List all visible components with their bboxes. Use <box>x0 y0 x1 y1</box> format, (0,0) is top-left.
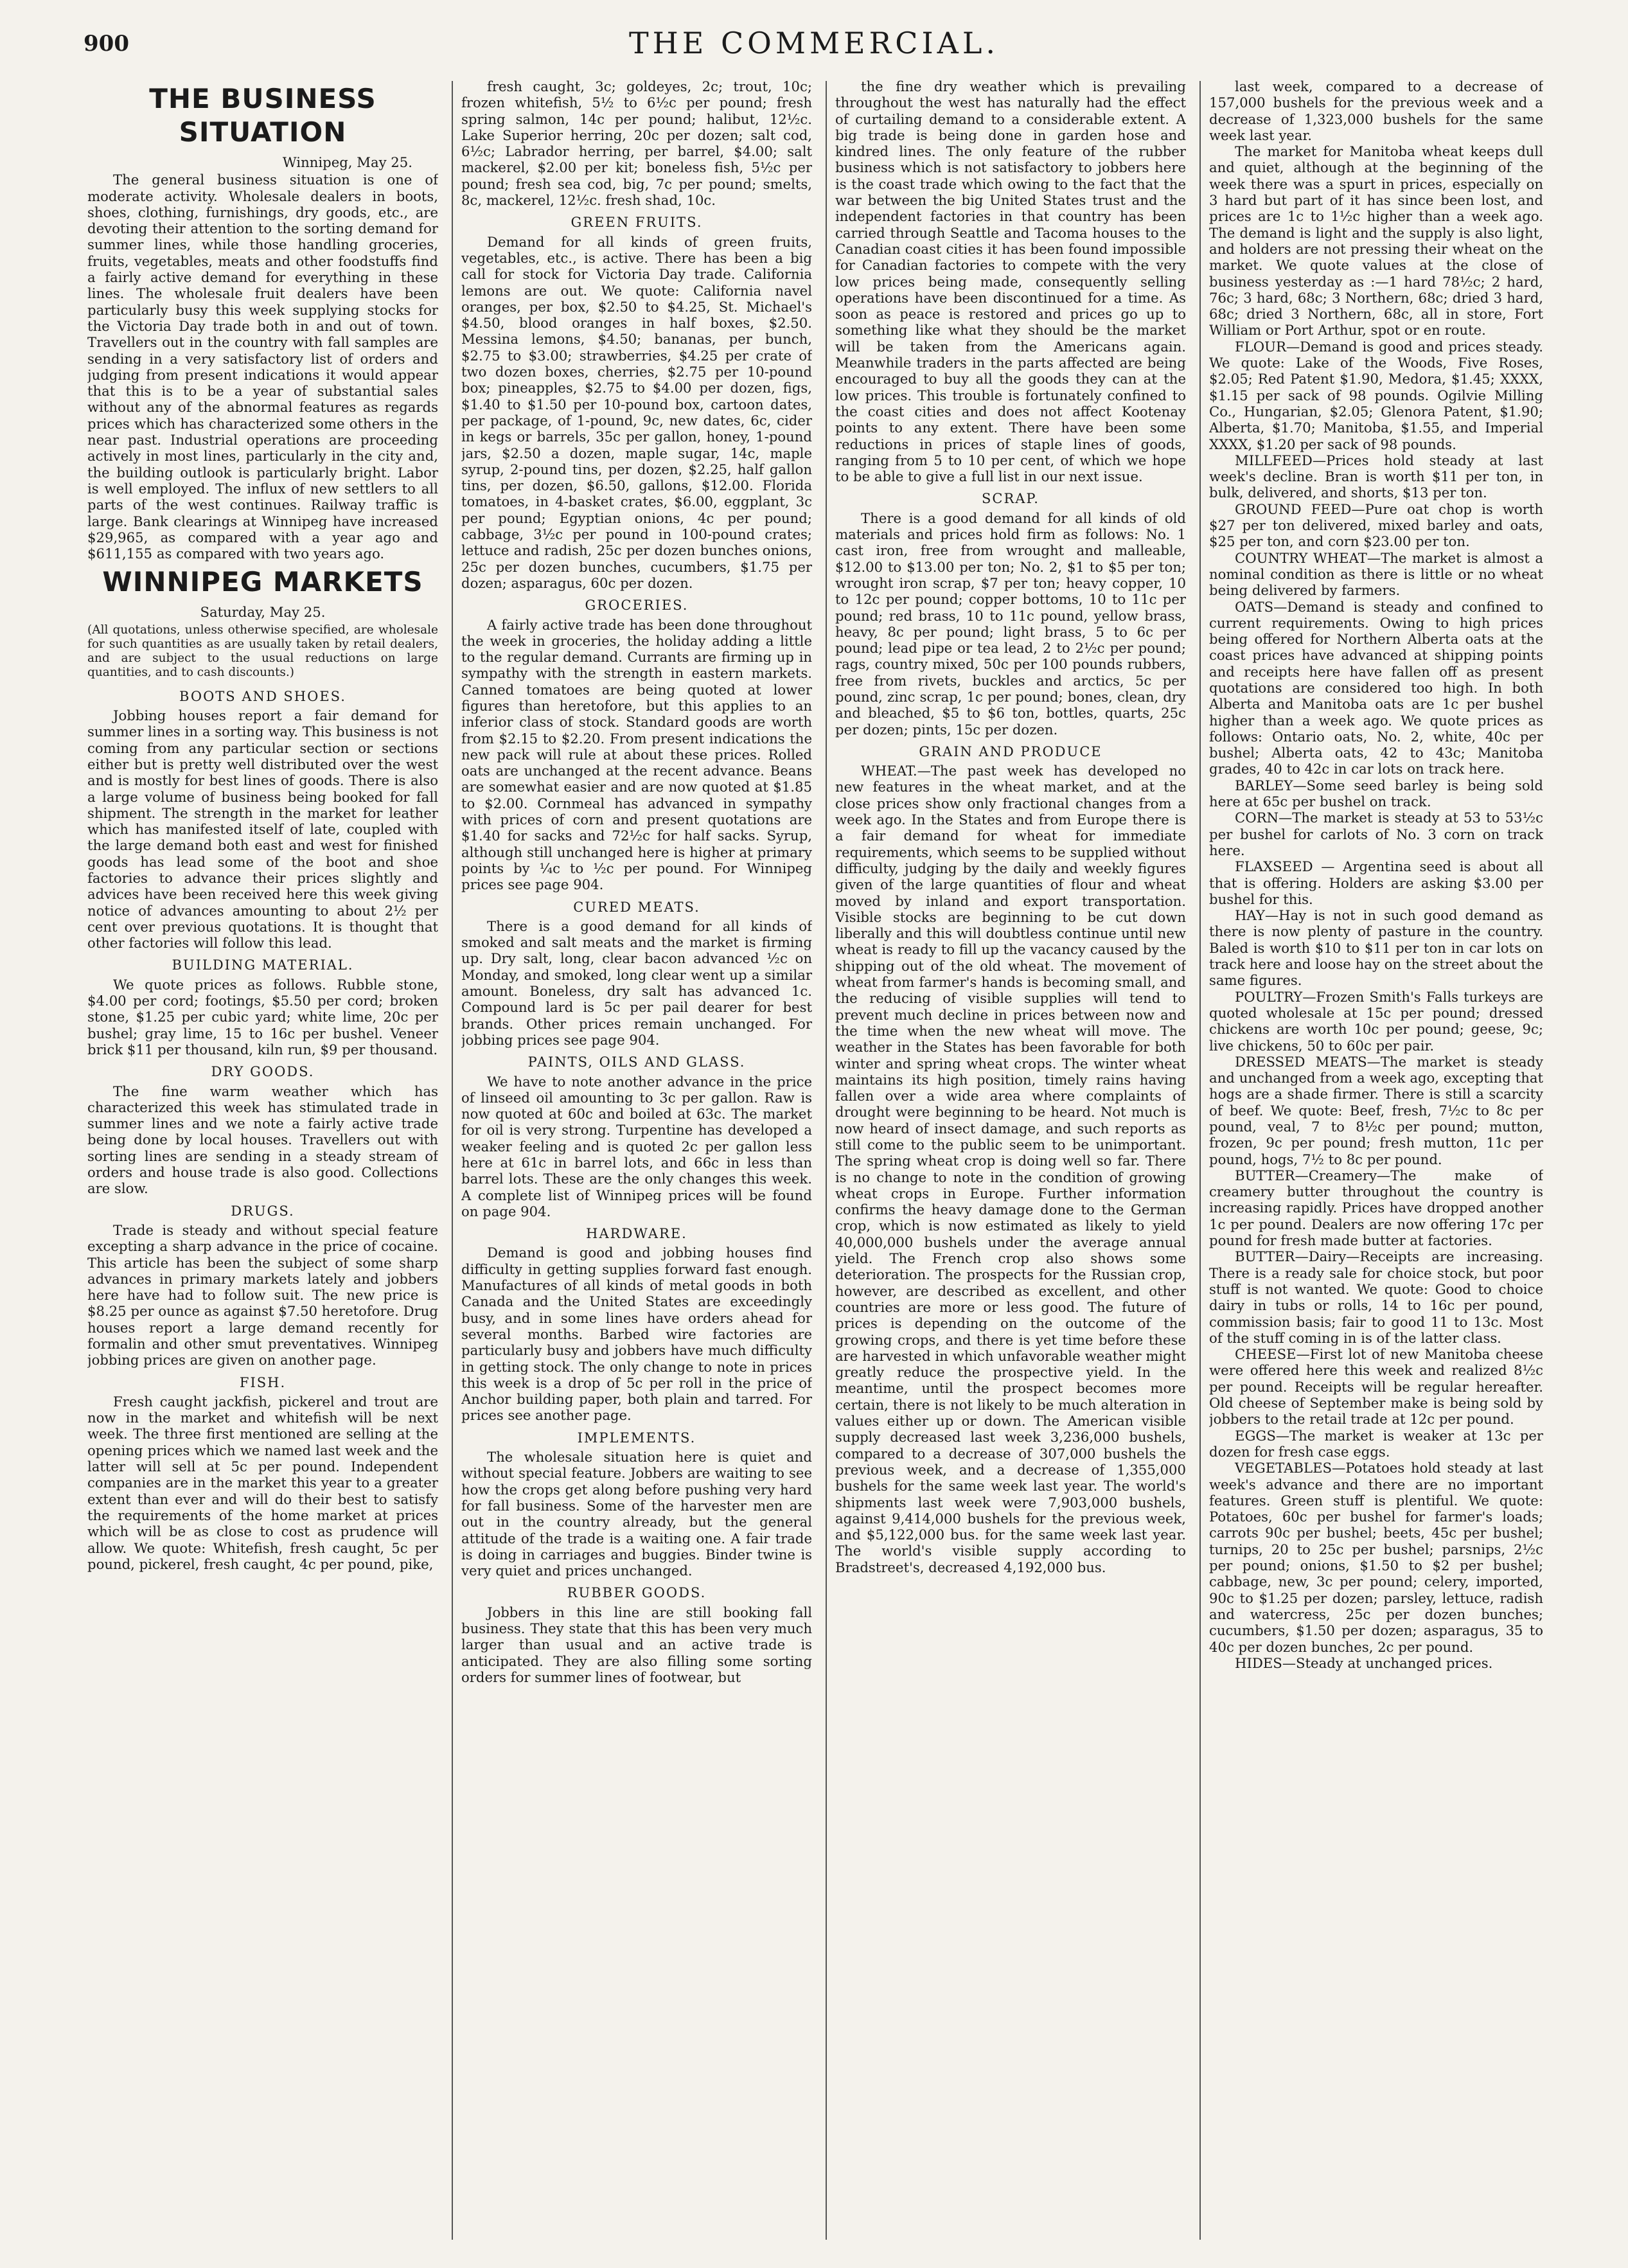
column-3 <box>835 78 1186 2237</box>
dateline: Saturday, May 25. <box>200 604 326 621</box>
article-paragraph: last week, compared to a decrease of 157,000 bushels for the previous week and a decrease of 1,323,000 bushels for the same week last year. <box>1209 78 1543 143</box>
article-paragraph: GROUND FEED—Pure oat chop is worth $27 per ton delivered, mixed barley and oats, $25 per ton, and corn $23.00 per ton. <box>1209 501 1543 550</box>
article-paragraph: We quote prices as follows. Rubble stone, $4.00 per cord; footings, $5.50 per cord; broken stone, $1.25 per cubic yard; white lime, 20c per bushel; gray lime, 15 to 16c per bushel. Veneer brick $11 per thousand, kiln run, $9 per thousand. <box>87 976 438 1058</box>
article-paragraph: EGGS—The market is weaker at 13c per dozen for fresh case eggs. <box>1209 1427 1543 1460</box>
subsection-heading: HARDWARE. <box>586 1226 687 1242</box>
column-rule <box>452 81 453 2240</box>
article-paragraph: Trade is steady and without special feature excepting a sharp advance in the price of cocaine. This article has been the subject of some sharp advances in primary markets lately and jobbers here have had to follow suit. The new price is $8.25 per ounce as against $7.50 heretofore. Drug houses report a large demand recently for formalin and other smut preventatives. Winnipeg jobbing prices are given on another page. <box>87 1221 438 1369</box>
column-1 <box>87 78 438 2237</box>
article-paragraph: HIDES—Steady at unchanged prices. <box>1235 1654 1493 1671</box>
article-paragraph: WHEAT.—The past week has developed no new features in the wheat market, and at the close prices show only fractional changes from a week ago. In the States and from Europe there is a fair demand for wheat for immediate requirements, which seems to be supplied without difficulty, judging by the daily and weekly figures given of the large quantities of flour and wheat moved by inland and export transportation. Visible stocks are beginning to be cut down liberally and this will doubtless continue until new wheat is ready to fill up the vacancy caused by the shipping out of the old wheat. The movement of wheat from farmer's hands is becoming small, and the reducing of visible supplies will tend to prevent much decline in prices between now and the time when the new wheat will move. The weather in the States has been favorable for both winter and spring wheat crops. The winter wheat maintains its high position, timely rains having fallen over a wide area where complaints of drought were beginning to be heard. Not much is now heard of insect damage, and such reports as still come to the public seem to be unimportant. The spring wheat crop is doing well so far. There is no change to note in the condition of growing wheat crops in Europe. Further information confirms the heavy damage done to the German crop, which is now estimated as likely to yield 40,000,000 bushels under the average annual yield. The French crop also shows some deterioration. The prospects for the Russian crop, however, are described as excellent, and other countries are more or less good. The future of prices is depending on the outcome of the growing crops, and there is yet time before these are harvested in which unfavorable weather might greatly reduce the prospective yield. In the meantime, until the prospect becomes more certain, there is not likely to be much alteration in values either up or down. The American visible supply decreased last week 3,236,000 bushels, compared to a decrease of 307,000 bushels the previous week, and a decrease of 1,355,000 bushels for the same week last year. The world's shipments last week were 7,903,000 bushels, against 9,414,000 bushels for the previous week, and $5,122,000 bus. for the same week last year. The world's visible supply according to Bradstreet's, decreased 4,192,000 bus. <box>835 763 1186 1575</box>
article-paragraph: VEGETABLES—Potatoes hold steady at last week's advance and there are no important features. Green stuff is plentiful. We quote: Potatoes, 60c per bushel for farmer's loads; carrots 90c per bushel; beets, 45c per bushel; turnips, 20 to 25c per bushel; parsnips, 2½c per pound; onions, $1.50 to $2 per bushel; cabbage, new, 3c per pound; celery, imported, 90c to $1.25 per dozen; parsley, lettuce, radish and watercress, 25c per dozen bunches; cucumbers, $1.50 per dozen; asparagus, 35 to 40c per dozen bunches, 2c per pound. <box>1209 1460 1543 1655</box>
article-paragraph: the fine dry weather which is prevailing throughout the west has naturally had the effect of curtailing demand to a considerable extent. A big trade is being done in garden hose and kindred lines. The only feature of the rubber business which is not satisfactory to jobbers here is the coast trade which owing to the fact that the war between the big United States trust and the independent factories in that country has been carried through Seattle and Tacoma houses to the Canadian coast cities it has been found impossible for Canadian factories to compete with the very low prices being made, consequently selling operations have been discontinued for a time. As soon as peace is restored and prices go up to something like what they should be the market will be taken from the Americans again. Meanwhile traders in the parts affected are being encouraged to buy all the goods they can at the low prices. This trouble is fortunately confined to the coast cities and does not affect Kootenay points to any extent. There have been some reductions in prices of staple lines of goods, ranging from 5 to 10 per cent, of which we hope to be able to give a full list in our next issue. <box>835 78 1186 485</box>
article-paragraph: The market for Manitoba wheat keeps dull and quiet, although at the beginning of the week there was a spurt in prices, especially on 3 hard but part of it has since been lost, and prices are 1c to 1½c higher than a week ago. The demand is light and the supply is also light, and holders are not pressing their wheat on the market. We quote values at the close of business yesterday as :—1 hard 78½c; 2 hard, 76c; 3 hard, 68c; 3 Northern, 68c; dried 3 hard, 68c; dried 3 Northern, 68c, all in store, Fort William or Port Arthur, spot or en route. <box>1209 143 1543 339</box>
article-paragraph: Demand is good and jobbing houses find difficulty in getting supplies forward fast enough. Manufactures of all kinds of metal goods in both Canada and the United States are exceedingly busy, and in some lines have orders ahead for several months. Barbed wire factories are particularly busy and jobbers have much difficulty in getting stock. The only change to note in prices this week is a drop of 5c per roll in the price of Anchor building paper, both plain and tarred. For prices see another page. <box>461 1245 812 1424</box>
article-paragraph: CORN—The market is steady at 53 to 53½c per bushel for carlots of No. 3 corn on track here. <box>1209 810 1543 858</box>
article-paragraph: fresh caught, 3c; goldeyes, 2c; trout, 10c; frozen whitefish, 5½ to 6½c per pound; fresh spring salmon, 14c per pound; halibut, 12½c. Lake Superior herring, 20c per dozen; salt cod, 6½c; Labrador herring, per barrel, $4.00; salt mackerel, $2.00 per kit; boneless fish, 5½c per pound; fresh sea cod, big, 7c per pound; smelts, 8c, mackerel, 12½c. fresh shad, 10c. <box>461 78 812 209</box>
column-rule <box>1199 81 1201 2240</box>
subsection-heading: BUILDING MATERIAL. <box>172 957 354 973</box>
article-paragraph: BARLEY—Some seed barley is being sold here at 65c per bushel on track. <box>1209 777 1543 810</box>
column-4 <box>1209 78 1543 2237</box>
article-paragraph: Jobbing houses report a fair demand for summer lines in a sorting way. This business is not coming from any particular section or sections either but is pretty well distributed over the west and is mostly for best lines of goods. There is also a large volume of business being booked for fall shipment. The strength in the market for leather which has manifested itself of late, coupled with the large demand both east and west for finished goods has lead some of the boot and shoe factories to advance their prices slightly and advices have been received here this week giving notice of advances amounting to about 2½ per cent over previous quotations. It is thought that other factories will follow this lead. <box>87 707 438 952</box>
article-paragraph: FLOUR—Demand is good and prices steady. We quote: Lake of the Woods, Five Roses, $2.05; Red Patent $1.90, Medora, $1.45; XXXX, $1.15 per sack of 98 pounds. Ogilvie Milling Co., Hungarian, $2.05; Glenora Patent, $1.90; Alberta, $1.70; Manitoba, $1.55, and Imperial XXXX, $1.20 per sack of 98 pounds. <box>1209 338 1543 452</box>
article-paragraph: There is a good demand for all kinds of old materials and prices hold firm as follows: No. 1 cast iron, free from wrought and malleable, $12.00 to $13.00 per ton; No. 2, $1 to $5 per ton; wrought iron scrap, $7 per ton; heavy copper, 10 to 12c per pound; copper bottoms, 10 to 11c per pound; red brass, 10 to 11c pound, yellow brass, heavy, 8c per pound; light brass, 5 to 6c per pound; lead pipe or tea lead, 2 to 2½c per pound; rags, country mixed, 50c per 100 pounds rubbers, free from rivets, buckles and arctics, 5c per pound, zinc scrap, 1c per pound; bones, clean, dry and bleached, $5 to $6 ton, bottles, quarts, 25c per dozen; pints, 15c per dozen. <box>835 509 1186 738</box>
subsection-heading: BOOTS AND SHOES. <box>179 688 346 704</box>
article-paragraph: FLAXSEED — Argentina seed is about all that is offering. Holders are asking $3.00 per bushel for this. <box>1209 858 1543 907</box>
subsection-heading: SCRAP. <box>982 491 1040 507</box>
article-paragraph: HAY—Hay is not in such good demand as there is now plenty of pasture in the country. Baled is worth $10 to $11 per ton in car lots on track here and loose hay on the street about the same figures. <box>1209 907 1543 989</box>
section-headline: THE BUSINESS SITUATION <box>149 83 376 148</box>
subsection-heading: GRAIN AND PRODUCE <box>919 743 1102 759</box>
article-paragraph: Fresh caught jackfish, pickerel and trout are now in the market and whitefish will be next week. The three first mentioned are selling at the opening prices which we named last week and the latter will sell at 5c per pound. Independent companies are in the market this year to a greater extent than ever and will do their best to satisfy the requirements of the home market at prices which will be as close to cost as prudence will allow. We quote: Whitefish, fresh caught, 5c per pound, pickerel, fresh caught, 4c per pound, pike, <box>87 1393 438 1572</box>
subsection-heading: FISH. <box>239 1374 287 1390</box>
article-paragraph: BUTTER—Creamery—The make of creamery butter throughout the country is increasing rapidly. Prices have dropped another 1c per pound. Dealers are now offering 17c per pound for fresh made butter at factories. <box>1209 1167 1543 1249</box>
subsection-heading: DRUGS. <box>231 1203 295 1219</box>
masthead-title: THE COMMERCIAL. <box>628 26 1000 60</box>
column-2 <box>461 78 812 2237</box>
article-paragraph: There is a good demand for all kinds of smoked and salt meats and the market is firming up. Dry salt, long, clear bacon advanced ½c on Monday, and smoked, long clear went up a similar amount. Boneless, dry salt has advanced 1c. Compound lard is 5c per pail dearer for best brands. Other prices remain unchanged. For jobbing prices see page 904. <box>461 917 812 1048</box>
article-paragraph: Demand for all kinds of green fruits, vegetables, etc., is active. There has been a big call for stock for Victoria Day trade. California lemons are out. We quote: California navel oranges, per box, $2.50 to $4.25, St. Michael's $4.50, blood oranges in half boxes, $2.50. Messina lemons, $4.50; bananas, per bunch, $2.75 to $3.00; strawberries, $4.25 per crate of two dozen boxes, cherries, $2.75 per 10-pound box; pineapples, $2.75 to $4.00 per dozen, figs, $1.40 to $1.50 per 10-pound box, cartoon dates, per package, of 1-pound, 9c, new dates, 6c, cider in kegs or barrels, 35c per gallon, honey, 1-pound jars, $2.50 a dozen, maple sugar, 14c, maple syrup, 2-pound tins, per dozen, $2.25, half gallon tins, per dozen, $6.50, gallons, $12.00. Florida tomatoes, in 4-basket crates, $6.00, eggplant, 3c per pound; Egyptian onions, 4c per pound; cabbage, 3½c per pound in 100-pound crates; lettuce and radish, 25c per dozen bunches onions, 25c per dozen bunches, cucumbers, $1.75 per dozen; asparagus, 60c per dozen. <box>461 233 812 591</box>
article-paragraph: MILLFEED—Prices hold steady at last week's decline. Bran is worth $11 per ton, in bulk, delivered, and shorts, $13 per ton. <box>1209 452 1543 501</box>
article-paragraph: DRESSED MEATS—The market is steady and unchanged from a week ago, excepting that hogs are a shade firmer. There is still a scarcity of beef. We quote: Beef, fresh, 7½c to 8c per pound, veal, 7 to 8½c per pound; mutton, frozen, 9c per pound; fresh mutton, 11c per pound, hogs, 7½ to 8c per pound. <box>1209 1053 1543 1167</box>
column-rule <box>826 81 827 2240</box>
dateline: Winnipeg, May 25. <box>282 154 412 170</box>
subsection-heading: GREEN FRUITS. <box>571 215 703 231</box>
subsection-heading: RUBBER GOODS. <box>567 1585 707 1601</box>
subsection-heading: PAINTS, OILS AND GLASS. <box>527 1054 746 1070</box>
article-paragraph: A fairly active trade has been done throughout the week in groceries, the holiday adding a little to the regular demand. Currants are firming up in sympathy with the strength in eastern markets. Canned tomatoes are being quoted at lower figures than heretofore, but this applies to an inferior class of stock. Standard goods are worth from $2.15 to $2.20. From present indications the new pack will rule at about these prices. Rolled oats are unchanged at the recent advance. Beans are somewhat easier and are now quoted at $1.85 to $2.00. Cornmeal has advanced in sympathy with prices of corn and present quotations are $1.40 for sacks and 72½c for half sacks. Syrup, although still unchanged here is higher at primary points by ¼c to ½c per pound. For Winnipeg prices see page 904. <box>461 616 812 893</box>
page-header <box>84 24 1544 69</box>
article-paragraph: The fine warm weather which has characterized this week has stimulated trade in summer lines and we note a fairly active trade being done by local houses. Travellers out with sorting lines are sending in a steady stream of orders and house trade is also good. Collections are slow. <box>87 1083 438 1197</box>
article-paragraph: The wholesale situation here is quiet and without special feature. Jobbers are waiting to see how the crops get along before pushing very hard for fall business. Some of the harvester men are out in the country already, but the general attitude of the trade is a waiting one. A fair trade is doing in carriages and buggies. Binder twine is very quiet and prices unchanged. <box>461 1449 812 1579</box>
subsection-heading: DRY GOODS. <box>211 1064 315 1080</box>
section-headline: WINNIPEG MARKETS <box>102 566 423 598</box>
article-paragraph: OATS—Demand is steady and confined to current requirements. Owing to high prices being offered for Northern Alberta oats at the coast prices have advanced at shipping points and receipts here have fallen off as present quotations are considered too high. In both Alberta and Manitoba oats are 1c per bushel higher than a week ago. We quote prices as follows: Ontario oats, No. 2, white, 40c per bushel; Alberta oats, 42 to 43c; Manitoba grades, 40 to 42c in car lots on track here. <box>1209 598 1543 777</box>
page-number: 900 <box>84 31 129 57</box>
subsection-heading: CURED MEATS. <box>573 899 700 915</box>
article-paragraph: The general business situation is one of moderate activity. Wholesale dealers in boots, shoes, clothing, furnishings, dry goods, etc., are devoting their attention to the sorting demand for summer lines, while those handling groceries, fruits, vegetables, meats and other foodstuffs find a fairly active demand for everything in these lines. The wholesale fruit dealers have been particularly busy this week supplying stocks for the Victoria Day trade both in and out of town. Travellers out in the country with fall samples are sending in a very satisfactory list of orders and judging from present indications it would appear that this is to be a year of substantial sales without any of the abnormal features as regards prices which has characterized some others in the near past. Industrial operations are proceeding actively in most lines, particularly in the city and, the building outlook is particularly bright. Labor is well employed. The influx of new settlers to all parts of the west continues. Railway traffic is large. Bank clearings at Winnipeg have increased $29,965, as compared with a year ago and $611,155 as compared with two years ago. <box>87 172 438 562</box>
article-paragraph: Jobbers in this line are still booking fall business. They state that this has been very much larger than usual and an active trade is anticipated. They are also filling some sorting orders for summer lines of footwear, but <box>461 1604 812 1685</box>
article-paragraph: BUTTER—Dairy—Receipts are increasing. There is a ready sale for choice stock, but poor stuff is not wanted. We quote: Good to choice dairy in tubs or rolls, 14 to 16c per pound, commission basis; fair to good 11 to 13c. Most of the stuff coming in is of the latter class. <box>1209 1248 1543 1346</box>
quotation-note: (All quotations, unless otherwise specified, are wholesale for such quantities as are usually taken by retail dealers, and are subject to the usual reductions on large quantities, and to cash discounts.) <box>87 623 438 679</box>
article-paragraph: We have to note another advance in the price of linseed oil amounting to 3c per gallon. Raw is now quoted at 60c and boiled at 63c. The market for oil is very strong. Turpentine has developed a weaker feeling and is quoted 2c per gallon less here at 61c in barrel lots, and 66c in less than barrel lots. These are the only changes this week. A complete list of Winnipeg prices will be found on page 904. <box>461 1073 812 1219</box>
article-paragraph: POULTRY—Frozen Smith's Falls turkeys are quoted wholesale at 15c per pound; dressed chickens are worth 10c per pound; geese, 9c; live chickens, 50 to 60c per pair. <box>1209 988 1543 1054</box>
subsection-heading: IMPLEMENTS. <box>577 1430 696 1446</box>
article-paragraph: COUNTRY WHEAT—The market is almost a nominal condition as there is little or no wheat being delivered by farmers. <box>1209 549 1543 599</box>
article-paragraph: CHEESE—First lot of new Manitoba cheese were offered here this week and realized 8½c per pound. Receipts will be regular hereafter. Old cheese of September make is being sold by jobbers to the retail trade at 12c per pound. <box>1209 1346 1543 1428</box>
subsection-heading: GROCERIES. <box>585 598 689 614</box>
